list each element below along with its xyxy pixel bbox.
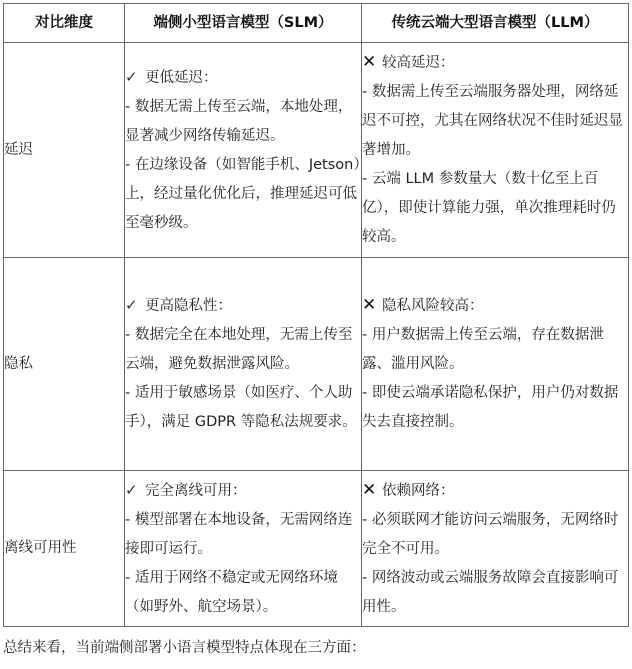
slm-heading-line <box>125 476 361 506</box>
llm-heading-line <box>362 48 628 78</box>
check-icon: ✓ <box>125 296 138 314</box>
llm-point: - 数据需上传至云端服务器处理，网络延迟不可控，尤其在网络状况不佳时延迟显著增加。 <box>362 84 623 158</box>
llm-point: - 云端 LLM 参数量大（数十亿至上百亿），即使计算能力强，单次推理耗时仍较高。 <box>362 171 616 245</box>
llm-heading: 较高延迟： <box>382 55 455 71</box>
table-header-row <box>4 4 629 43</box>
cross-icon: ✕ <box>362 52 377 72</box>
comparison-table <box>3 3 629 627</box>
llm-cell <box>362 471 629 627</box>
table-row-offline <box>4 471 629 627</box>
llm-point: - 用户数据需上传至云端，存在数据泄露、滥用风险。 <box>362 327 604 372</box>
slm-point: - 数据无需上传至云端，本地处理，显著减少网络传输延迟。 <box>125 98 353 144</box>
llm-heading: 隐私风险较高： <box>382 298 484 314</box>
dimension-cell: 延迟 <box>4 43 125 258</box>
slm-cell <box>125 43 362 258</box>
check-icon: ✓ <box>125 67 138 86</box>
slm-heading-line <box>125 63 361 93</box>
header-llm: 传统云端大型语言模型（LLM） <box>362 4 629 43</box>
slm-cell <box>125 258 362 471</box>
cross-icon: ✕ <box>362 295 377 315</box>
dimension-cell: 隐私 <box>4 258 125 471</box>
slm-point: - 适用于网络不稳定或无网络环境（如野外、航空场景）。 <box>125 569 338 615</box>
cross-icon: ✕ <box>362 479 377 500</box>
slm-point: - 数据完全在本地处理，无需上传至云端，避免数据泄露风险。 <box>125 327 353 372</box>
slm-heading: 完全离线可用： <box>145 482 247 499</box>
llm-heading-line <box>362 476 628 506</box>
slm-point: - 适用于敏感场景（如医疗、个人助手），满足 GDPR 等隐私法规要求。 <box>125 385 357 430</box>
llm-point: - 即使云端承诺隐私保护，用户仍对数据失去直接控制。 <box>362 385 619 430</box>
table-row-privacy <box>4 258 629 471</box>
summary-text: 总结来看，当前端侧部署小语言模型特点体现在三方面： <box>3 640 366 656</box>
header-slm: 端侧小型语言模型（SLM） <box>125 4 362 43</box>
slm-point: - 在边缘设备（如智能手机、Jetson）上，经过量化优化后，推理延迟可低至毫秒级。 <box>125 156 361 231</box>
slm-point: - 模型部署在本地设备，无需网络连接即可运行。 <box>125 511 353 557</box>
dimension-cell: 离线可用性 <box>4 471 125 627</box>
llm-heading: 依赖网络： <box>382 482 455 499</box>
llm-point: - 网络波动或云端服务故障会直接影响可用性。 <box>362 569 619 615</box>
llm-heading-line <box>362 291 628 321</box>
table-row-latency <box>4 43 629 258</box>
slm-heading: 更低延迟： <box>145 69 218 86</box>
check-icon: ✓ <box>125 480 138 499</box>
llm-cell <box>362 43 629 258</box>
slm-heading: 更高隐私性： <box>145 298 232 314</box>
slm-heading-line <box>125 291 361 321</box>
header-dimension: 对比维度 <box>4 4 125 43</box>
llm-cell <box>362 258 629 471</box>
llm-point: - 必须联网才能访问云端服务，无网络时完全不可用。 <box>362 511 619 557</box>
slm-cell <box>125 471 362 627</box>
